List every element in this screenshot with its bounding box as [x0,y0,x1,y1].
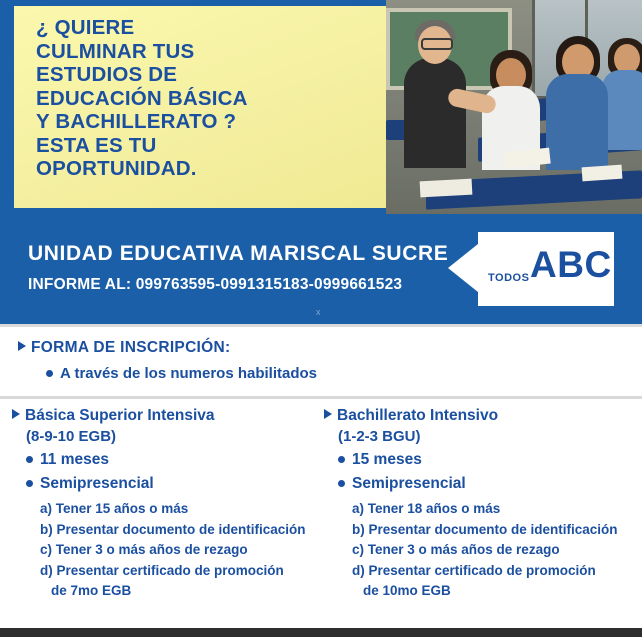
photo-teacher-glasses [421,38,453,50]
requirement-item [40,520,322,541]
requirement-text: c) Tener 3 o más años de rezago [40,542,248,557]
program-requirements [352,499,634,602]
program-requirements [40,499,322,602]
program-column-basica [12,407,322,602]
dot-bullet-icon [46,370,53,377]
requirement-text: d) Presentar certificado de promoción [352,562,596,578]
requirement-text-continued: de 7mo EGB [51,583,132,598]
requirement-text: b) Presentar documento de identificación [40,521,306,537]
contact-info: INFORME AL: 099763595-0991315183-0999661523 [28,276,403,293]
requirement-text: d) Presentar certificado de promoción [40,562,284,578]
requirement-item [352,499,634,520]
program-bullet-duration: 15 meses [352,451,422,468]
photo-student-body [546,74,608,170]
photo-student-body [602,70,642,150]
program-bullet-modality: Semipresencial [40,475,154,492]
program-bullet-row [26,475,322,493]
triangle-bullet-icon [12,409,20,419]
program-subtitle: (1-2-3 BGU) [338,428,421,445]
program-bullet-modality: Semipresencial [352,475,466,492]
program-title-row [12,407,322,425]
triangle-bullet-icon [324,409,332,419]
headline-line-3: ESTUDIOS DE [36,63,178,86]
dot-bullet-icon [26,480,33,487]
logo-abc-text: ABC [530,244,612,285]
program-column-bachillerato [324,407,634,602]
headline-line-6: ESTA ES TU [36,133,157,157]
photo-paper [420,179,473,198]
requirement-item [40,499,322,520]
inscription-item-row [46,365,317,382]
headline-line-5: Y BACHILLERATO ? [36,110,237,133]
logo-arrow-icon [448,244,478,292]
logo-box [478,232,614,306]
photo-teacher-body [404,58,466,168]
requirement-text: a) Tener 15 años o más [40,501,189,516]
programs-section [0,396,642,637]
requirement-item [40,540,322,561]
program-title-row [324,407,634,425]
inscription-title: FORMA DE INSCRIPCIÓN: [31,339,231,356]
photo-paper [582,165,623,182]
school-name: UNIDAD EDUCATIVA MARISCAL SUCRE [28,242,449,265]
headline-line-2: CULMINAR TUS [36,39,195,63]
logo-todos-text: TODOS [488,272,530,284]
program-subtitle: (8-9-10 EGB) [26,428,117,445]
dot-bullet-icon [338,456,345,463]
triangle-bullet-icon [18,341,26,351]
inscription-section [0,324,642,399]
requirement-item [352,520,634,541]
requirement-item [40,561,322,602]
headline-line-4: EDUCACIÓN BÁSICA [36,86,248,110]
program-title: Bachillerato Intensivo [337,407,499,424]
program-bullet-row [338,475,634,493]
abc-logo [448,232,614,306]
top-section [0,0,642,214]
requirement-item [352,561,634,602]
program-bullet-duration: 11 meses [40,451,109,468]
inscription-title-row [18,339,230,357]
headline-panel [14,6,386,208]
requirement-text: b) Presentar documento de identificación [352,521,618,537]
inscription-item: A través de los numeros habilitados [60,365,318,382]
headline [36,16,376,181]
requirement-text: a) Tener 18 años o más [352,501,501,516]
headline-line-7: OPORTUNIDAD. [36,157,197,180]
tiny-mark: x [316,307,321,317]
dot-bullet-icon [26,456,33,463]
dot-bullet-icon [338,480,345,487]
program-bullet-row [338,451,634,469]
requirement-text-continued: de 10mo EGB [363,583,451,598]
program-title: Básica Superior Intensiva [25,407,215,424]
program-bullet-row [26,451,322,469]
requirement-text: c) Tener 3 o más años de rezago [352,542,560,557]
classroom-photo [386,0,642,214]
bottom-strip [0,628,642,637]
headline-line-1: ¿ QUIERE [36,16,135,39]
requirement-item [352,540,634,561]
